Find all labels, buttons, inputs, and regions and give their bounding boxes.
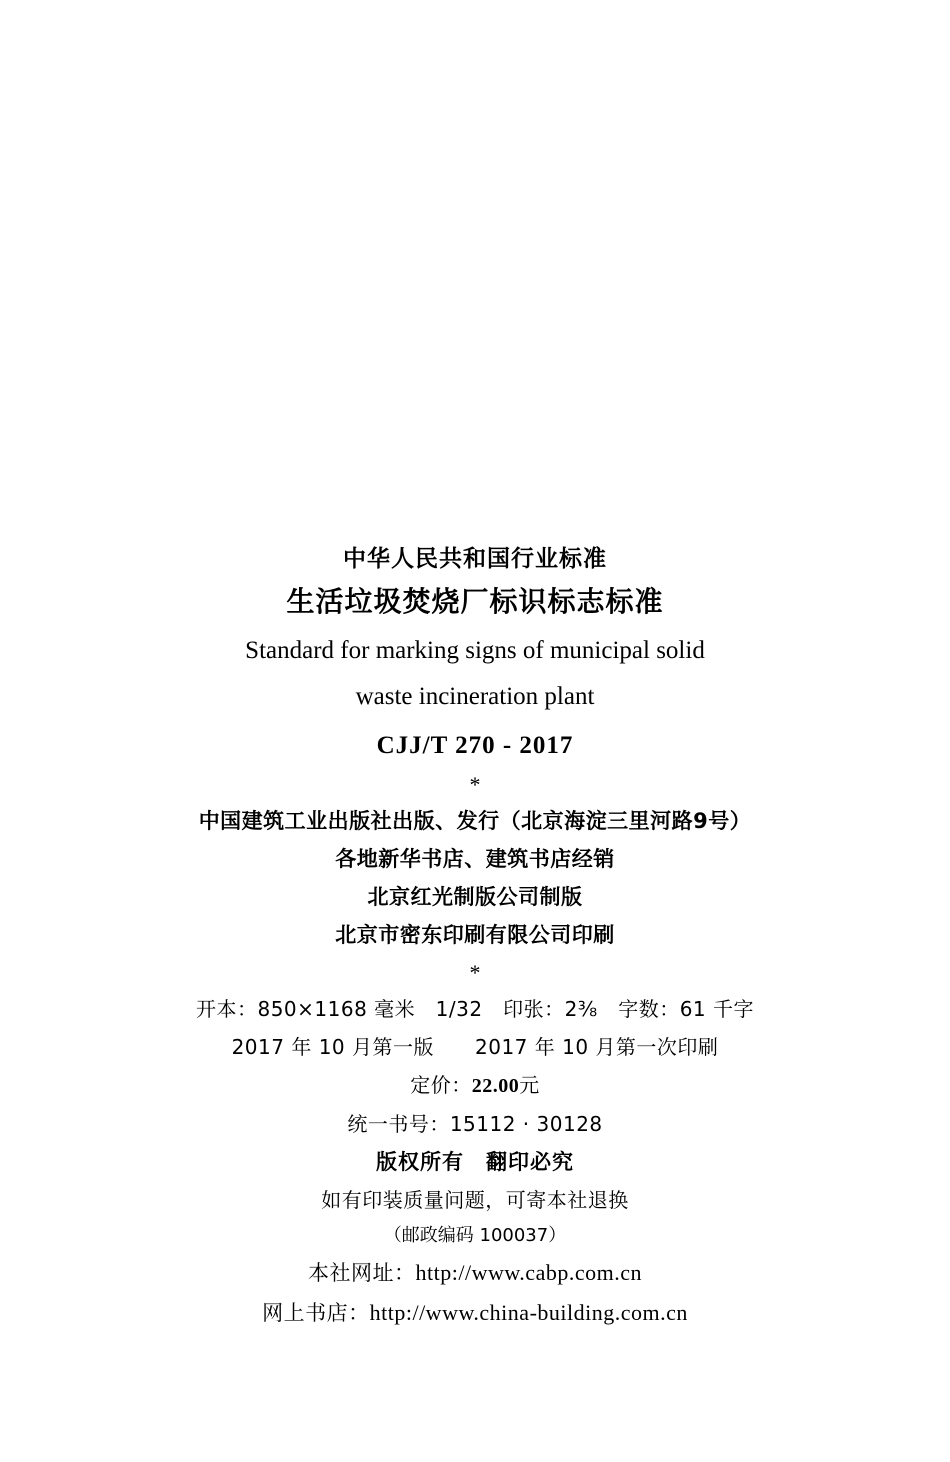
distribution-line: 各地新华书店、建筑书店经销 bbox=[335, 847, 615, 871]
standard-title-chinese: 生活垃圾焚烧厂标识标志标准 bbox=[286, 585, 664, 618]
printing-line: 北京市密东印刷有限公司印刷 bbox=[335, 923, 615, 947]
platemaking-line: 北京红光制版公司制版 bbox=[367, 885, 583, 909]
standard-series-label: 中华人民共和国行业标准 bbox=[343, 546, 607, 572]
website-url[interactable]: http://www.cabp.com.cn bbox=[415, 1260, 642, 1285]
quality-notice: 如有印装质量问题，可寄本社退换 bbox=[321, 1188, 629, 1212]
price-unit: 元 bbox=[519, 1073, 540, 1097]
bookstore-label: 网上书店： bbox=[262, 1301, 370, 1325]
publisher-line: 中国建筑工业出版社出版、发行（北京海淀三里河路9号） bbox=[198, 809, 752, 833]
colophon-block bbox=[0, 540, 950, 1333]
postal-code: （邮政编码 100037） bbox=[383, 1225, 567, 1246]
website-label: 本社网址： bbox=[308, 1261, 416, 1285]
standard-title-english-line1: Standard for marking signs of municipal solid bbox=[245, 637, 705, 664]
separator-asterisk-bottom: * bbox=[469, 960, 481, 985]
price-label: 定价： bbox=[410, 1073, 472, 1097]
book-number-line: 统一书号：15112 · 30128 bbox=[347, 1112, 603, 1136]
bookstore-line bbox=[0, 1293, 950, 1333]
separator-asterisk-top: * bbox=[469, 772, 481, 797]
edition-line: 2017 年 10 月第一版 2017 年 10 月第一次印刷 bbox=[231, 1035, 719, 1059]
format-line: 开本：850×1168 毫米 1/32 印张：2⅜ 字数：61 千字 bbox=[195, 997, 754, 1021]
copyright-notice: 版权所有 翻印必究 bbox=[376, 1150, 574, 1174]
bookstore-url[interactable]: http://www.china-building.com.cn bbox=[369, 1300, 688, 1325]
standard-title-english-line2: waste incineration plant bbox=[355, 683, 595, 710]
website-line bbox=[0, 1253, 950, 1293]
price-line bbox=[0, 1066, 950, 1105]
standard-code: CJJ/T 270 - 2017 bbox=[376, 732, 574, 759]
price-value: 22.00 bbox=[471, 1075, 520, 1097]
